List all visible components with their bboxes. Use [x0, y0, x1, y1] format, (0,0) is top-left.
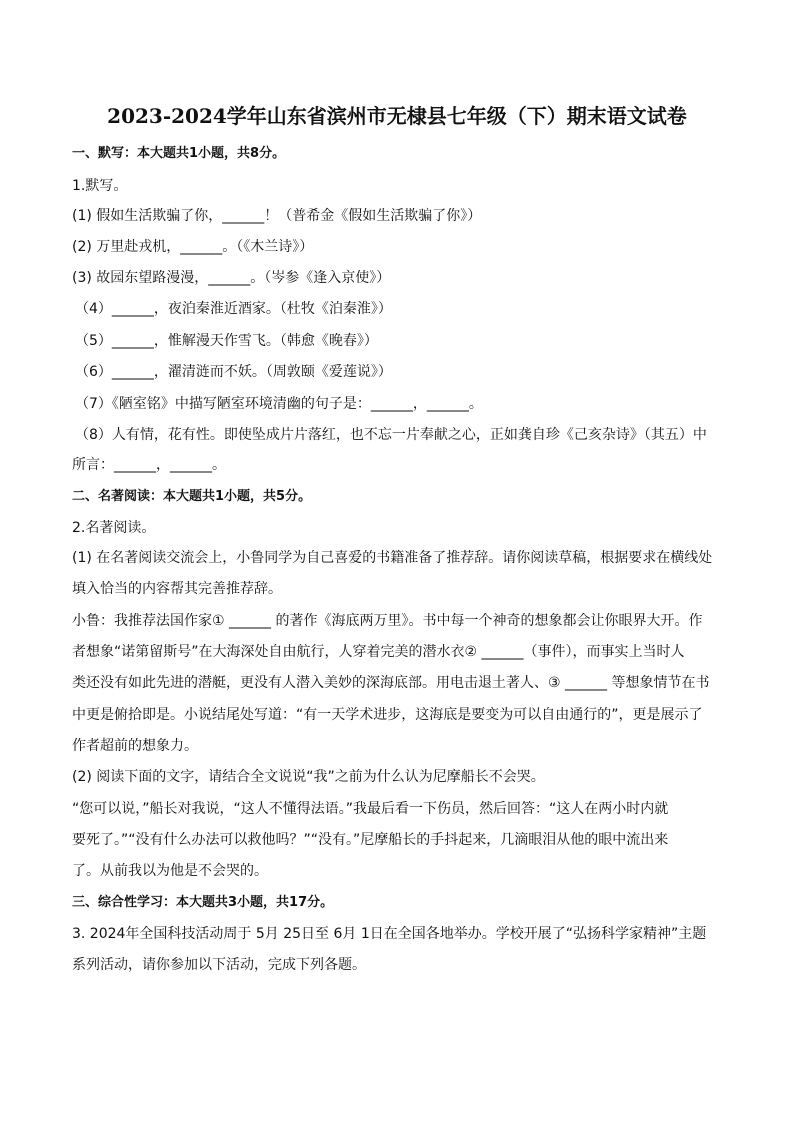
q2-text-line-6: 中更是俯拾即是。小说结尾处写道：“有一天学术进步，这海底是要变为可以自由通行的”，更是展示了	[72, 707, 703, 723]
q2-text-line-8: (2) 阅读下面的文字，请结合全文说说“我”之前为什么认为尼摩船长不会哭。	[72, 769, 545, 785]
q3-text-line-2: 系列活动，请你参加以下活动，完成下列各题。	[72, 957, 366, 973]
q1-item-7: （7）《陋室铭》中描写陋室环境清幽的句子是：______，______。	[75, 396, 483, 412]
q2-quote-line-2: 要死了。”“没有什么办法可以救他吗？”“没有。”尼摩船长的手抖起来，几滴眼泪从他的眼中流出来	[72, 832, 669, 848]
question-1-label: 1.默写。	[72, 178, 128, 194]
section-3-heading: 三、综合性学习：本大题共3小题，共17分。	[72, 895, 334, 910]
q2-text-line-7: 作者超前的想象力。	[72, 738, 198, 754]
question-2-label: 2.名著阅读。	[72, 520, 156, 536]
section-2-heading: 二、名著阅读：本大题共1小题，共5分。	[72, 489, 312, 504]
q1-item-4: （4）______，夜泊秦淮近酒家。（杜牧《泊秦淮》）	[75, 301, 392, 317]
q1-item-8-continued: 所言：______，______。	[72, 457, 226, 473]
q3-text-line-1: 3. 2024年全国科技活动周于 5月 25日至 6月 1日在全国各地举办。学校开展了“弘扬科学家精神”主题	[72, 926, 707, 942]
q2-text-line-5: 类还没有如此先进的潜艇，更没有人潜入美妙的深海底部。用电击退土著人、③ ______ 等想象情节在书	[72, 675, 710, 691]
q2-text-line-2: 填入恰当的内容帮其完善推荐辞。	[72, 581, 282, 597]
q2-quote-line-3: 了。从前我以为他是不会哭的。	[72, 863, 268, 879]
q1-item-5: （5）______，惟解漫天作雪飞。（韩愈《晚春》）	[75, 333, 378, 349]
q2-text-line-4: 者想象“诺第留斯号”在大海深处自由航行，人穿着完美的潜水衣② ______（事件），而事实上当时人	[72, 644, 685, 660]
section-1-heading: 一、默写：本大题共1小题，共8分。	[72, 146, 286, 161]
q1-item-8: （8）人有情，花有性。即使坠成片片落红，也不忘一片奉献之心，正如龚自珍《己亥杂诗》（其五）中	[75, 427, 707, 443]
q1-item-1: (1) 假如生活欺骗了你，______！（普希金《假如生活欺骗了你》）	[72, 208, 482, 224]
q2-text-line-1: (1) 在名著阅读交流会上，小鲁同学为自己喜爱的书籍准备了推荐辞。请你阅读草稿，根据要求在横线处	[72, 550, 713, 566]
q1-item-6: （6）______，濯清涟而不妖。（周敦颐《爱莲说》）	[75, 364, 392, 380]
q1-item-2: (2) 万里赴戎机，______。（《木兰诗》）	[72, 239, 314, 255]
exam-title: 2023-2024学年山东省滨州市无棣县七年级（下）期末语文试卷	[107, 104, 687, 128]
q2-quote-line-1: “您可以说，”船长对我说，“这人不懂得法语。”我最后看一下伤员，然后回答：“这人在两小时内就	[72, 801, 669, 817]
q1-item-3: (3) 故园东望路漫漫，______。（岑参《逢入京使》）	[72, 270, 391, 286]
q2-text-line-3: 小鲁：我推荐法国作家① ______ 的著作《海底两万里》。书中每一个神奇的想象都会让你眼界大开。作	[72, 613, 703, 629]
